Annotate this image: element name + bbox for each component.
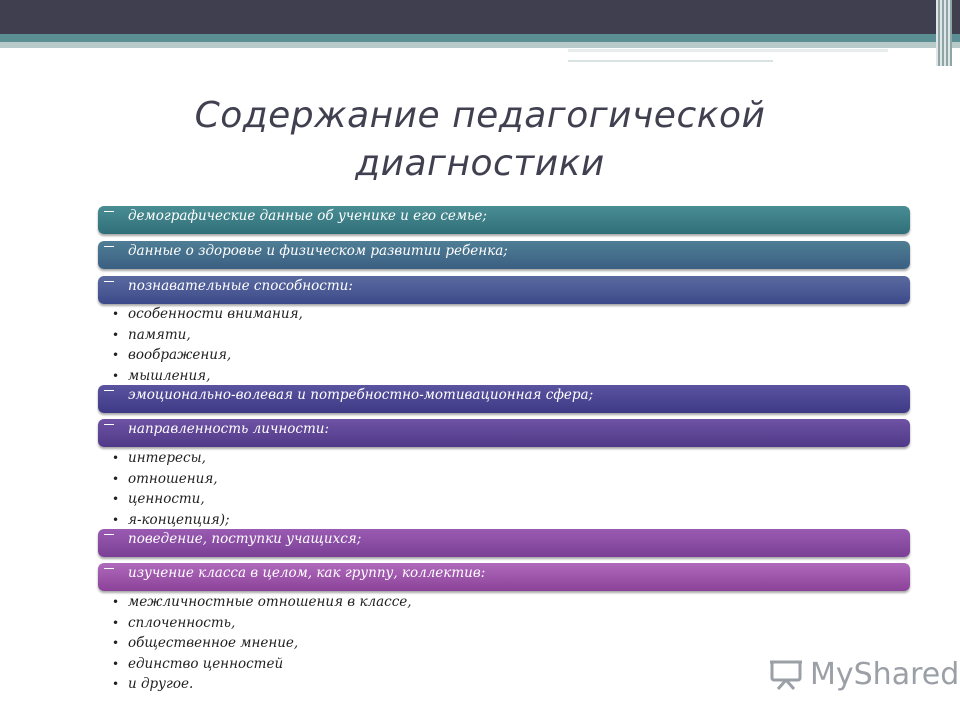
header-accent-line-short <box>568 60 773 62</box>
slide-title <box>140 92 820 188</box>
bar-label: направленность личности: <box>128 421 329 437</box>
bar-label: данные о здоровье и физическом развитии ребенка; <box>128 243 508 259</box>
header-teal-band <box>0 34 960 42</box>
slide-title-line-1: Содержание педагогической <box>194 95 766 136</box>
bar-personality <box>98 419 910 447</box>
class-list <box>112 592 412 695</box>
projector-screen-icon <box>768 656 804 692</box>
personality-list <box>112 448 230 530</box>
list-item: • интересы, <box>112 448 230 469</box>
bar-cognitive <box>98 276 910 304</box>
bar-demographics <box>98 206 910 234</box>
list-item: • памяти, <box>112 325 303 346</box>
list-item: • и другое. <box>112 674 412 695</box>
list-item: • отношения, <box>112 469 230 490</box>
list-item: • мышления, <box>112 366 303 387</box>
list-item: • межличностные отношения в классе, <box>112 592 412 613</box>
bar-emotional <box>98 385 910 413</box>
watermark-text: MyShared <box>810 656 960 692</box>
cognitive-list <box>112 304 303 386</box>
bar-label: познавательные способности: <box>128 278 353 294</box>
bar-health <box>98 241 910 269</box>
header-dark-bar <box>0 0 960 34</box>
list-item: • особенности внимания, <box>112 304 303 325</box>
bar-label: изучение класса в целом, как группу, коллектив: <box>128 565 486 581</box>
header-accent-line <box>568 49 888 52</box>
bar-behavior <box>98 529 910 557</box>
list-item: • ценности, <box>112 489 230 510</box>
bar-class-study <box>98 563 910 591</box>
list-item: • общественное мнение, <box>112 633 412 654</box>
list-item: • сплоченность, <box>112 613 412 634</box>
header-grey-band <box>0 42 960 48</box>
list-item: • единство ценностей <box>112 654 412 675</box>
list-item: • я-концепция); <box>112 510 230 531</box>
slide-title-line-2: диагностики <box>355 143 605 184</box>
bar-label: демографические данные об ученике и его семье; <box>128 208 487 224</box>
header-stripes <box>936 0 952 66</box>
list-item: • воображения, <box>112 345 303 366</box>
bar-label: поведение, поступки учащихся; <box>128 531 362 547</box>
watermark-logo <box>768 654 959 694</box>
bar-label: эмоционально-волевая и потребностно-мотивационная сфера; <box>128 387 594 403</box>
